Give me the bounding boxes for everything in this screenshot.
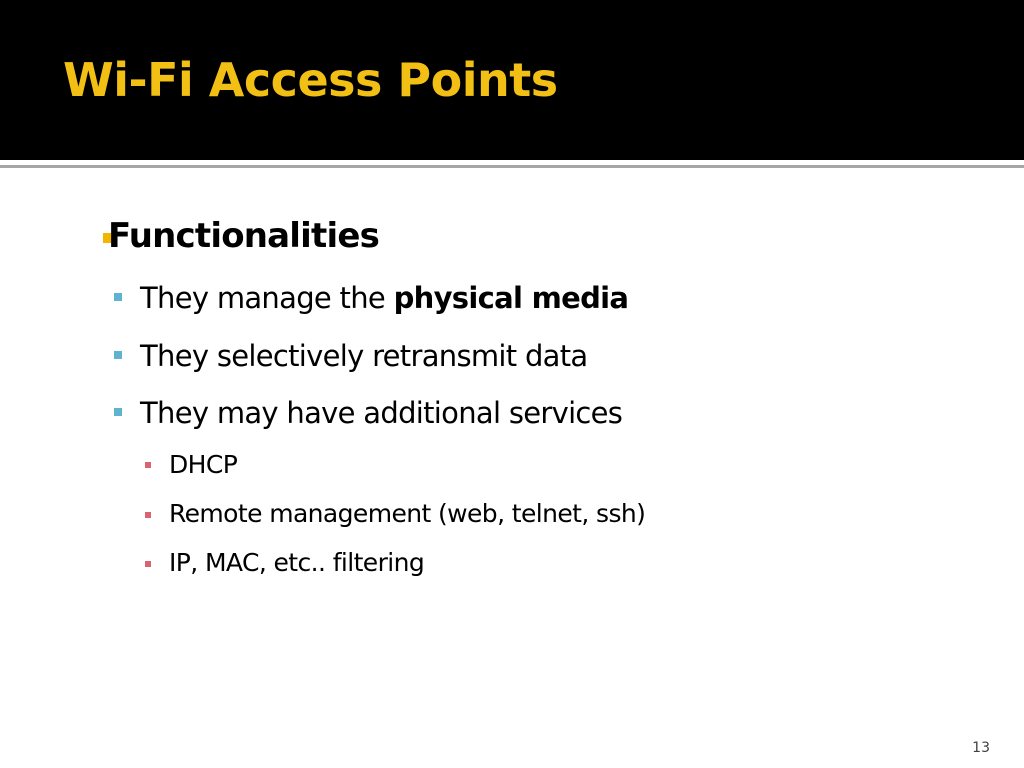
list-item xyxy=(140,281,628,315)
square-bullet-icon xyxy=(114,293,122,301)
sub-list-item: Remote management (web, telnet, ssh) xyxy=(169,499,646,528)
list-item-text: They manage the xyxy=(140,281,394,315)
list-item: They selectively retransmit data xyxy=(140,339,588,373)
sub-list-item: IP, MAC, etc.. filtering xyxy=(169,548,425,577)
list-item-emphasis: physical media xyxy=(393,281,629,315)
square-bullet-icon xyxy=(145,561,151,567)
sub-list-item: DHCP xyxy=(169,450,238,479)
list-item: They may have additional services xyxy=(140,396,623,430)
square-bullet-icon xyxy=(114,351,122,359)
page-number: 13 xyxy=(972,740,990,756)
square-bullet-icon xyxy=(145,512,151,518)
slide-title: Wi-Fi Access Points xyxy=(63,53,558,107)
square-bullet-icon xyxy=(145,462,151,468)
square-bullet-icon xyxy=(114,408,122,416)
outline-heading: Functionalities xyxy=(108,216,380,256)
